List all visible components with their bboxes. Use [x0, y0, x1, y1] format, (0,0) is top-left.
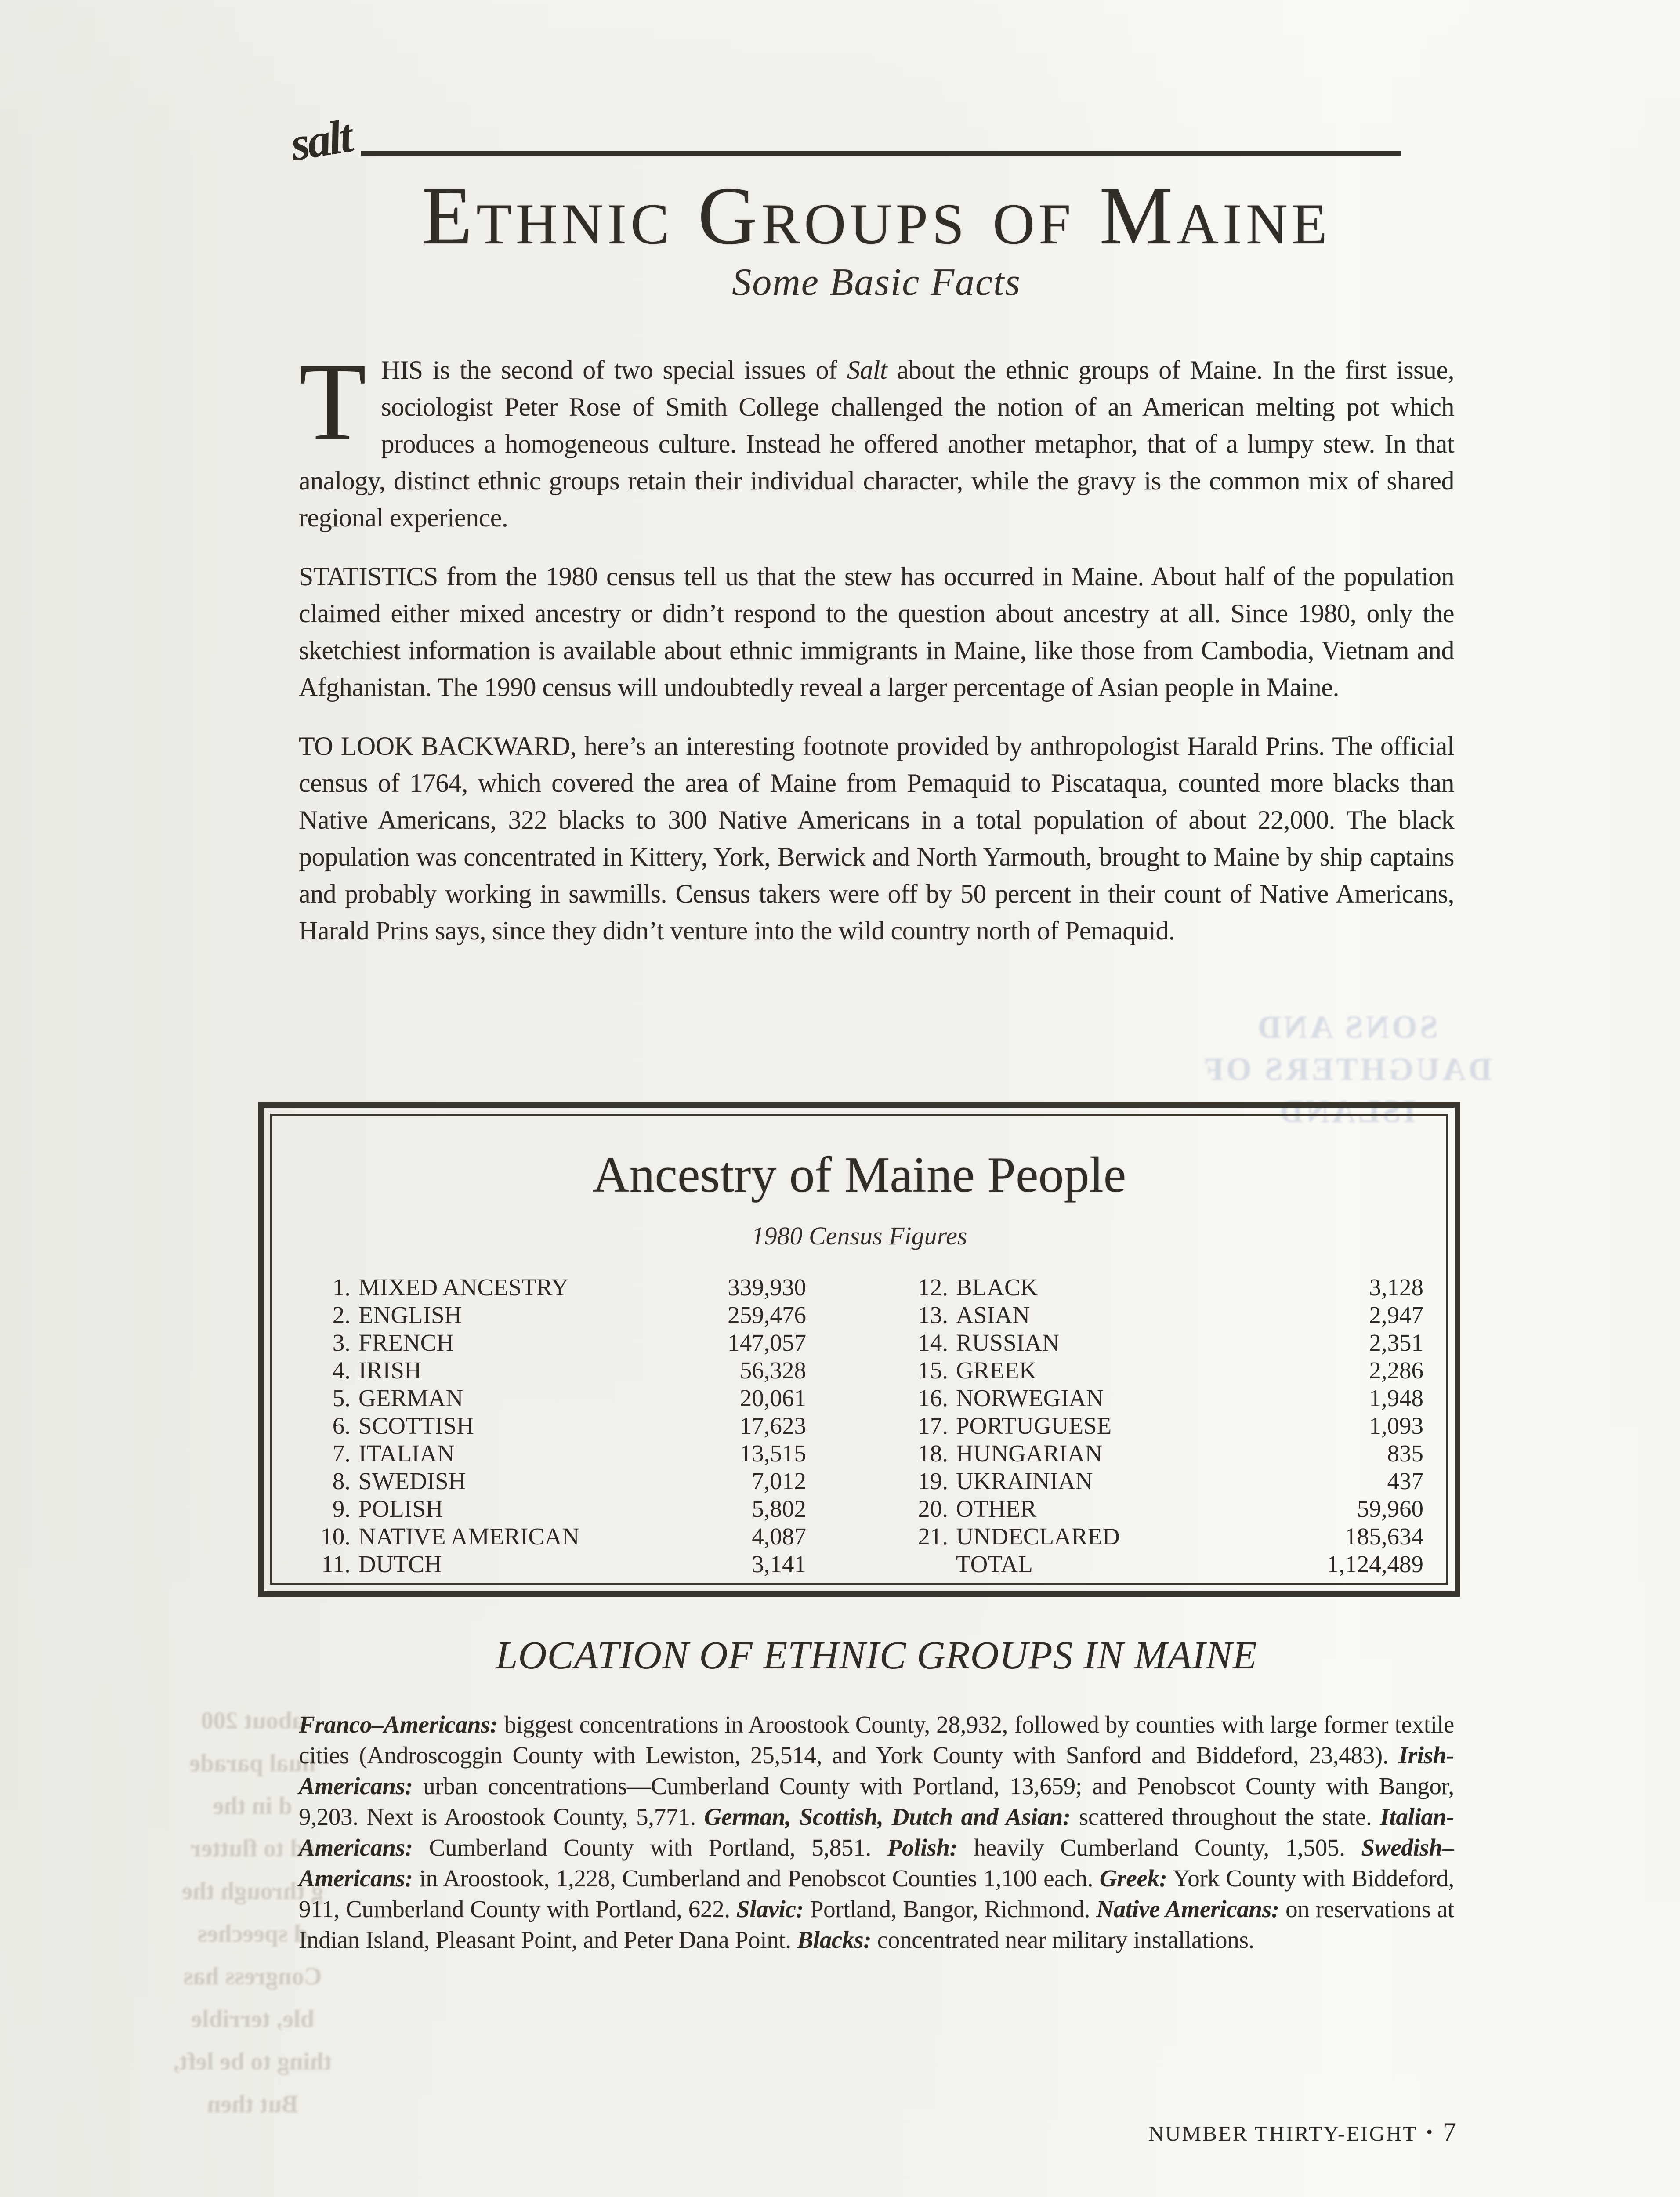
ancestry-label: HUNGARIAN — [956, 1440, 1103, 1467]
paragraph-intro-text — [299, 340, 1454, 532]
row-number: 20. — [918, 1495, 948, 1522]
text-segment: about the ethnic groups of Maine. In the first issue, sociologist Peter Rose of Smith College challenged the notion of an American melting pot which produces a homogeneous culture. Instead he offered another metaphor, that of a lumpy stew. In that analogy, distinct ethnic groups retain their individual character, while the gravy is the common mix of shared regional experience. — [299, 355, 1454, 532]
table-row — [308, 1550, 806, 1578]
ancestry-count: 3,128 — [1369, 1274, 1423, 1301]
bleed-through-line: ble, terrible — [191, 2005, 314, 2033]
text-segment: biggest concentrations in Aroostook County, 28,932, followed by counties with large former textile cities (Androscoggin County with Lewiston, 25,514, and York County with Sanford and Biddeford, 23,483). — [299, 1711, 1454, 1769]
ancestry-count: 3,141 — [752, 1551, 806, 1577]
ethnic-group-lead-in: Irish-Americans: — [299, 1742, 1454, 1799]
bleed-through-line: SONS AND — [1255, 1009, 1438, 1045]
paragraph-look-backward: TO LOOK BACKWARD, here’s an interesting footnote provided by anthropologist Harald Prins. The official census of 1764, which covered the area of Maine from Pemaquid to Piscataqua, counted more blacks than Native Americans, 322 blacks to 300 Native Americans in a total population of about 22,000. The black population was concentrated in Kittery, York, Berwick and North Yarmouth, brought to Maine by ship captains and probably working in sawmills. Census takers were off by 50 percent in their count of Native Americans, Harald Prins says, since they didn’t venture into the wild country north of Pemaquid. — [299, 732, 1454, 945]
bleed-through-line: ed to flutter — [190, 1835, 315, 1862]
footer-bullet: • — [1426, 2122, 1434, 2143]
ethnic-group-lead-in: German, Scottish, Dutch and Asian: — [704, 1803, 1071, 1830]
ancestry-label: POLISH — [358, 1495, 443, 1522]
row-number: 13. — [918, 1302, 948, 1328]
table-row — [905, 1467, 1423, 1495]
ancestry-label: ENGLISH — [358, 1302, 462, 1328]
page-footer — [1148, 2117, 1456, 2147]
row-number: 15. — [918, 1357, 948, 1384]
ancestry-count: 2,286 — [1369, 1357, 1423, 1384]
table-row — [308, 1329, 806, 1356]
ancestry-count: 2,947 — [1369, 1302, 1423, 1328]
ancestry-label: PORTUGUESE — [956, 1412, 1112, 1439]
paragraph-intro — [299, 340, 1454, 536]
table-row — [308, 1412, 806, 1439]
row-number: 9. — [332, 1495, 351, 1522]
table-row — [308, 1356, 806, 1384]
row-number: 1. — [332, 1274, 351, 1301]
salt-logo: salt — [287, 110, 355, 171]
ancestry-label: GERMAN — [358, 1385, 463, 1411]
table-columns — [272, 1251, 1446, 1578]
bleed-through-line: thing to be left, — [173, 2048, 332, 2075]
paragraph-statistics: STATISTICS from the 1980 census tell us that the stew has occurred in Maine. About half of the population claimed either mixed ancestry or didn’t respond to the question about ancestry at all. Since 1980, only the sketchiest information is available about ethnic immigrants in Maine, like those from Cambodia, Vietnam and Afghanistan. The 1990 census will undoubtedly reveal a larger percentage of Asian people in Maine. — [299, 562, 1454, 702]
text-segment: HIS is the second of two special issues of — [381, 355, 847, 384]
row-number: 18. — [918, 1440, 948, 1467]
ancestry-count: 59,960 — [1357, 1495, 1423, 1522]
ancestry-label: FRENCH — [358, 1329, 454, 1356]
ancestry-label: UNDECLARED — [956, 1523, 1120, 1550]
ethnic-group-lead-in: Polish: — [887, 1834, 958, 1861]
bleed-through-line: DAUGHTERS OF — [1201, 1051, 1492, 1088]
ancestry-label: IRISH — [358, 1357, 422, 1384]
ancestry-label: SWEDISH — [358, 1468, 466, 1494]
text-segment: concentrated near military installations. — [871, 1926, 1254, 1953]
text-segment: in Aroostook, 1,228, Cumberland and Penobscot Counties 1,100 each. — [413, 1865, 1100, 1892]
table-row — [308, 1467, 806, 1495]
article-body — [299, 340, 1454, 971]
table-row — [308, 1495, 806, 1523]
ancestry-label: GREEK — [956, 1357, 1037, 1384]
ancestry-table-inner-border — [270, 1114, 1448, 1585]
ancestry-label: SCOTTISH — [358, 1412, 474, 1439]
ancestry-label: DUTCH — [358, 1551, 442, 1577]
table-row — [308, 1384, 806, 1412]
row-number: 16. — [918, 1385, 948, 1411]
row-number: 3. — [332, 1329, 351, 1356]
ethnic-group-lead-in: Native Americans: — [1096, 1896, 1279, 1922]
ancestry-count: 835 — [1387, 1440, 1423, 1467]
ancestry-count: 5,802 — [752, 1495, 806, 1522]
row-number: 17. — [918, 1412, 948, 1439]
ethnic-group-lead-in: Swedish–Americans: — [299, 1834, 1454, 1892]
bleed-through-line: d speeches — [197, 1920, 308, 1947]
ancestry-count: 4,087 — [752, 1523, 806, 1550]
bleed-through-line: ISLAND — [1277, 1094, 1416, 1130]
ancestry-label: OTHER — [956, 1495, 1037, 1522]
row-number: 6. — [332, 1412, 351, 1439]
ancestry-count: 1,124,489 — [1327, 1551, 1423, 1577]
bleed-through-line: But then — [207, 2091, 298, 2118]
row-number: 19. — [918, 1468, 948, 1494]
page-subtitle: Some Basic Facts — [732, 261, 1021, 304]
ancestry-count: 1,948 — [1369, 1385, 1423, 1411]
bleed-through-line: d in the — [213, 1792, 293, 1820]
table-row — [905, 1550, 1423, 1578]
ancestry-table-box — [258, 1102, 1460, 1597]
ancestry-count: 56,328 — [739, 1357, 806, 1384]
table-subtitle: 1980 Census Figures — [751, 1222, 967, 1250]
ancestry-label: ITALIAN — [358, 1440, 455, 1467]
table-row — [905, 1356, 1423, 1384]
ancestry-count: 437 — [1387, 1468, 1423, 1494]
ancestry-label: RUSSIAN — [956, 1329, 1060, 1356]
ancestry-count: 7,012 — [752, 1468, 806, 1494]
ancestry-count: 1,093 — [1369, 1412, 1423, 1439]
bleed-through-line: about 200 — [201, 1707, 304, 1734]
row-number: 5. — [332, 1385, 351, 1411]
ancestry-count: 147,057 — [728, 1329, 806, 1356]
text-segment: Salt — [847, 355, 887, 384]
ancestry-count: 185,634 — [1345, 1523, 1423, 1550]
issue-number: NUMBER THIRTY-EIGHT — [1148, 2121, 1418, 2146]
ancestry-count: 259,476 — [728, 1302, 806, 1328]
ethnic-group-lead-in: Slavic: — [736, 1896, 804, 1922]
location-heading: LOCATION OF ETHNIC GROUPS IN MAINE — [496, 1634, 1257, 1677]
table-row — [905, 1329, 1423, 1356]
table-row — [308, 1301, 806, 1329]
ancestry-label: ASIAN — [956, 1302, 1030, 1328]
table-row — [308, 1439, 806, 1467]
row-number: 21. — [918, 1523, 948, 1550]
ancestry-count: 339,930 — [728, 1274, 806, 1301]
text-segment: Cumberland County with Portland, 5,851. — [413, 1834, 887, 1861]
row-number: 11. — [321, 1551, 351, 1577]
ancestry-count: 17,623 — [739, 1412, 806, 1439]
ancestry-label: NATIVE AMERICAN — [358, 1523, 579, 1550]
ethnic-group-lead-in: Italian-Americans: — [299, 1803, 1454, 1861]
text-segment: scattered throughout the state. — [1071, 1803, 1380, 1830]
table-title: Ancestry of Maine People — [592, 1147, 1126, 1203]
drop-cap: T — [299, 340, 366, 463]
masthead-rule — [361, 151, 1401, 156]
ancestry-label: MIXED ANCESTRY — [358, 1274, 569, 1301]
bleed-through-line: Congress has — [183, 1963, 322, 1990]
page-number: 7 — [1443, 2117, 1456, 2146]
ethnic-group-lead-in: Franco–Americans: — [299, 1711, 498, 1738]
table-row — [308, 1523, 806, 1550]
table-row — [905, 1412, 1423, 1439]
ethnic-group-lead-in: Blacks: — [797, 1926, 872, 1953]
bleed-through-line: nual parade — [189, 1750, 316, 1777]
table-row — [308, 1273, 806, 1301]
table-row — [905, 1495, 1423, 1523]
row-number — [905, 1550, 948, 1578]
ethnic-group-lead-in: Greek: — [1099, 1865, 1167, 1892]
table-row — [905, 1523, 1423, 1550]
ancestry-count: 20,061 — [739, 1385, 806, 1411]
row-number: 8. — [332, 1468, 351, 1494]
ancestry-count: 2,351 — [1369, 1329, 1423, 1356]
row-number: 7. — [332, 1440, 351, 1467]
table-left-column — [308, 1273, 806, 1578]
table-row — [905, 1384, 1423, 1412]
row-number: 14. — [918, 1329, 948, 1356]
row-number: 10. — [320, 1523, 351, 1550]
table-row — [905, 1273, 1423, 1301]
row-number: 12. — [918, 1274, 948, 1301]
table-row — [905, 1439, 1423, 1467]
text-segment: heavily Cumberland County, 1,505. — [957, 1834, 1361, 1861]
row-number: 2. — [332, 1302, 351, 1328]
row-number: 4. — [332, 1357, 351, 1384]
ancestry-label: BLACK — [956, 1274, 1038, 1301]
ancestry-label: UKRAINIAN — [956, 1468, 1093, 1494]
paragraph-locations — [299, 1709, 1454, 1955]
table-right-column — [905, 1273, 1423, 1578]
ancestry-label: TOTAL — [956, 1551, 1033, 1577]
text-segment: York County with Biddeford, 911, Cumberland County with Portland, 622. — [299, 1865, 1455, 1922]
ancestry-label: NORWEGIAN — [956, 1385, 1104, 1411]
ancestry-count: 13,515 — [739, 1440, 806, 1467]
bleed-through-line: g through the — [181, 1878, 324, 1905]
text-segment: urban concentrations—Cumberland County with Portland, 13,659; and Penobscot County with Bangor, 9,203. Next is Aroostook County, 5,771. — [299, 1773, 1454, 1830]
text-segment: on reservations at Indian Island, Pleasant Point, and Peter Dana Point. — [299, 1896, 1454, 1953]
page-title: Ethnic Groups of Maine — [422, 170, 1331, 261]
table-row — [905, 1301, 1423, 1329]
text-segment: Portland, Bangor, Richmond. — [804, 1896, 1097, 1922]
